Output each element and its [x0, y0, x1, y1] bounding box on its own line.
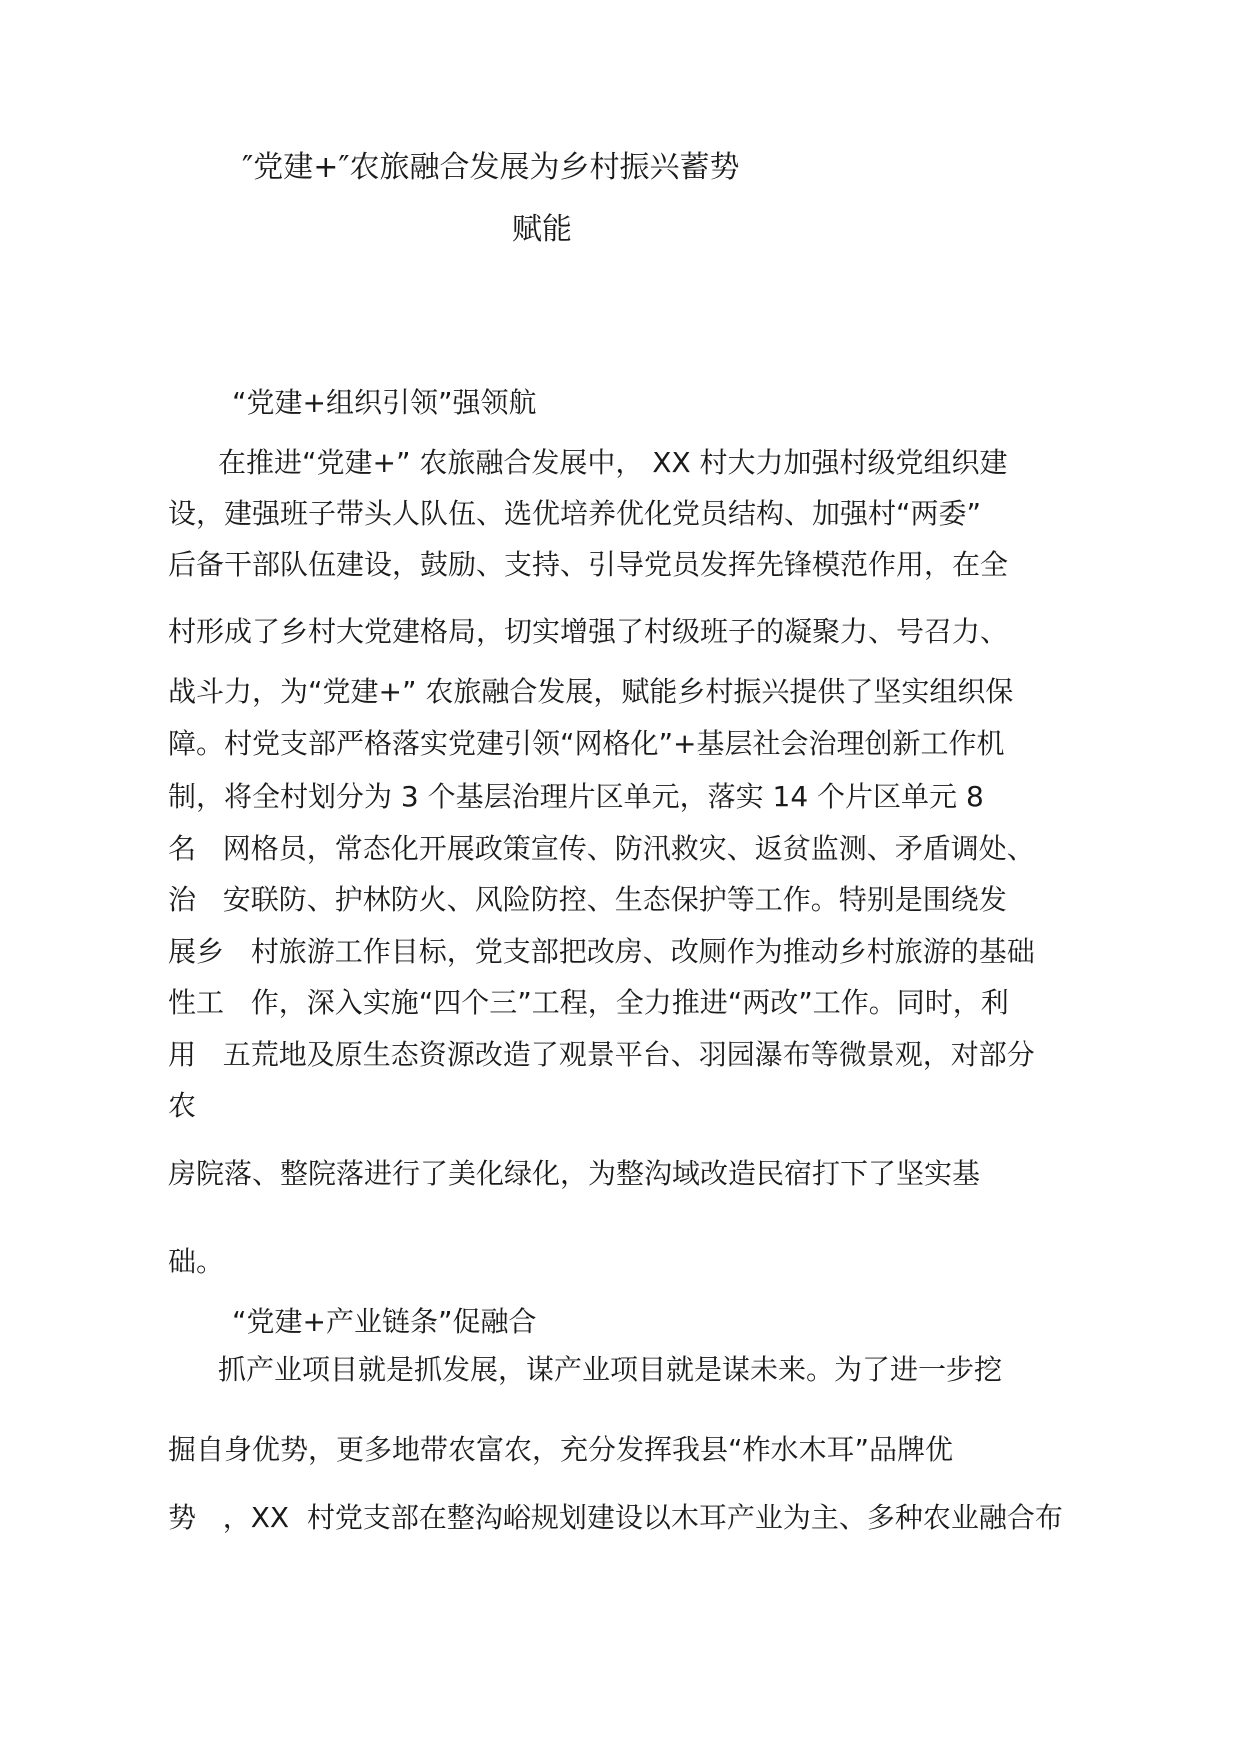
title-line-1: ″党建+″农旅融合发展为乡村振兴蓄势	[242, 150, 740, 185]
section-1-line-4: 村形成了乡村大党建格局，切实增强了村级班子的凝聚力、号召力、	[168, 615, 1009, 648]
section-1-line-11: 性工 作，深入实施“四个三”工程，全力推进“两改”工作。同时，利	[168, 986, 1009, 1019]
section-1-line-3: 后备干部队伍建设，鼓励、支持、引导党员发挥先锋模范作用，在全	[168, 548, 1009, 581]
section-1-line-2: 设，建强班子带头人队伍、选优培养优化党员结构、加强村“两委”	[168, 497, 982, 530]
section-1-line-7: 制，将全村划分为 3 个基层治理片区单元，落实 14 个片区单元 8	[168, 780, 984, 813]
section-1-line-8: 名 网格员，常态化开展政策宣传、防汛救灾、返贫监测、矛盾调处、	[168, 832, 1035, 865]
section-1-line-6: 障。村党支部严格落实党建引领“网格化”+基层社会治理创新工作机	[168, 727, 1005, 760]
section-2-heading: “党建+产业链条”促融合	[232, 1305, 537, 1338]
section-1-line-12: 用 五荒地及原生态资源改造了观景平台、羽园瀑布等微景观，对部分	[168, 1038, 1035, 1071]
section-1-line-15: 础。	[168, 1245, 225, 1278]
section-1-line-1: 在推进“党建+” 农旅融合发展中， XX 村大力加强村级党组织建	[218, 446, 1008, 479]
section-1-line-5: 战斗力，为“党建+” 农旅融合发展，赋能乡村振兴提供了坚实组织保	[168, 675, 1014, 708]
section-2-line-3: 势 ，XX 村党支部在整沟峪规划建设以木耳产业为主、多种农业融合布	[168, 1501, 1063, 1534]
section-1-line-13: 农	[168, 1089, 197, 1122]
section-1-heading: “党建+组织引领”强领航	[232, 386, 537, 419]
section-1-line-9: 治 安联防、护林防火、风险防控、生态保护等工作。特别是围绕发	[168, 883, 1007, 916]
section-2-line-1: 抓产业项目就是抓发展，谋产业项目就是谋未来。为了进一步挖	[218, 1353, 1003, 1386]
section-2-line-2: 掘自身优势，更多地带农富农，充分发挥我县“柞水木耳”品牌优	[168, 1433, 954, 1466]
section-1-line-10: 展乡 村旅游工作目标，党支部把改房、改厕作为推动乡村旅游的基础	[168, 935, 1035, 968]
section-1-line-14: 房院落、整院落进行了美化绿化，为整沟域改造民宿打下了坚实基	[168, 1157, 981, 1190]
title-line-2: 赋能	[512, 212, 572, 247]
